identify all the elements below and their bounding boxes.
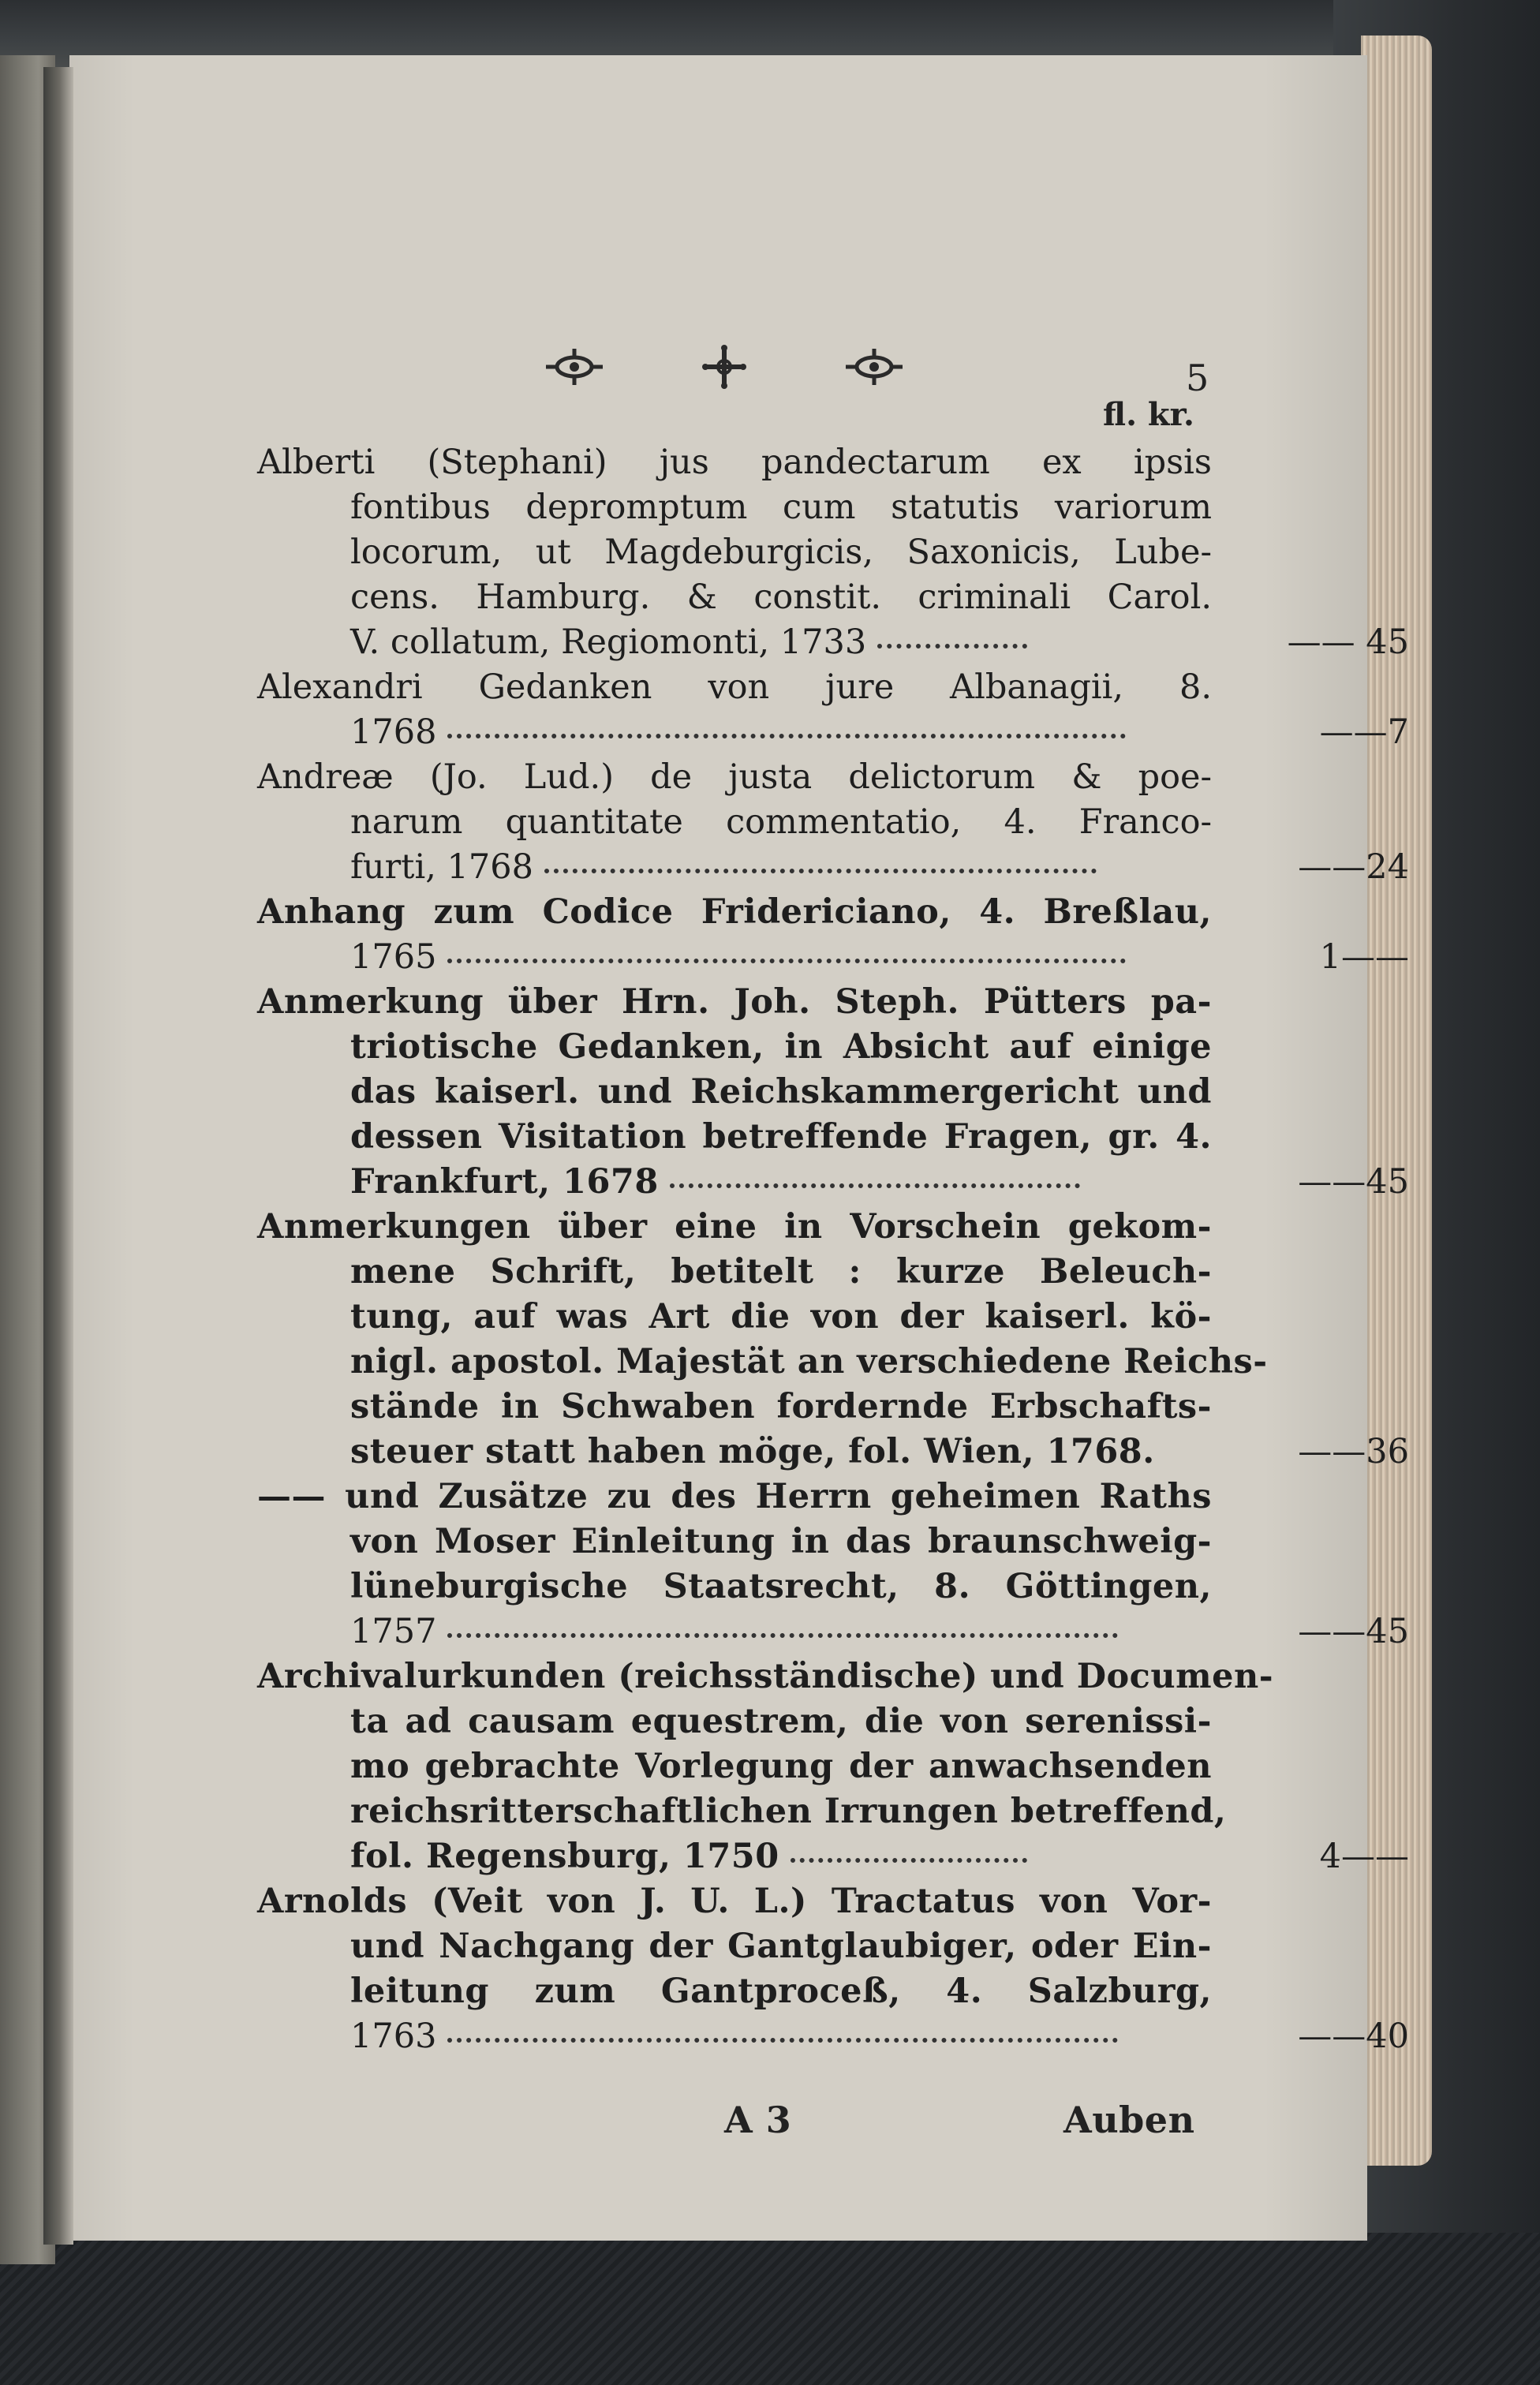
entry-price: ——45 (1298, 1162, 1409, 1202)
entry-price: ——7 (1319, 712, 1409, 752)
entry-line: dessen Visitation betreffende Fragen, gr. 4. (350, 1117, 1212, 1157)
catchword: Auben (1063, 2099, 1195, 2141)
entry-line: —— und Zusätze zu des Herrn geheimen Raths (257, 1477, 1212, 1516)
entry-last-text: 1757 (350, 1612, 437, 1651)
ornament-cross-icon (701, 343, 748, 391)
entry-last-text: fol. Regensburg, 1750 (350, 1837, 779, 1876)
entry-line: Archivalurkunden (reichsständische) und Documen- (257, 1657, 1274, 1696)
ornament-left-icon (543, 347, 606, 387)
catalog-entry (257, 755, 1409, 890)
book-page (69, 55, 1409, 2241)
entry-line: ta ad causam equestrem, die von serenissi- (350, 1702, 1212, 1741)
signature-mark: A 3 (724, 2099, 792, 2141)
book-gutter (43, 67, 73, 2245)
entry-price: —— 45 (1287, 622, 1409, 662)
entry-line: nigl. apostol. Majestät an verschiedene Reichs- (350, 1342, 1268, 1381)
catalog-entry (257, 890, 1409, 980)
entry-line: leitung zum Gantproceß, 4. Salzburg, (350, 1972, 1212, 2011)
entry-line: narum quantitate commentatio, 4. Franco- (350, 802, 1212, 842)
catalog-entry (257, 665, 1409, 755)
catalog-entry (257, 440, 1409, 665)
entry-price: 4—— (1319, 1837, 1409, 1876)
ornament-right-icon (843, 347, 906, 387)
entry-last-text: V. collatum, Regiomonti, 1733 (350, 622, 867, 662)
entry-price: 1—— (1319, 937, 1409, 977)
entry-line: tung, auf was Art die von der kaiserl. kö- (350, 1297, 1212, 1336)
entry-line: cens. Hamburg. & constit. criminali Carol. (350, 578, 1212, 617)
entry-last-text: 1768 (350, 712, 437, 752)
entry-price: ——24 (1298, 847, 1409, 887)
entry-last-text: furti, 1768 (350, 847, 533, 887)
currency-column-header: fl. kr. (1103, 396, 1194, 433)
entry-line: mo gebrachte Vorlegung der anwachsenden (350, 1747, 1212, 1786)
entry-line: Anmerkung über Hrn. Joh. Steph. Pütters pa- (257, 982, 1212, 1022)
entry-line: Alberti (Stephani) jus pandectarum ex ipsis (257, 443, 1212, 482)
entry-line-last (257, 1834, 1212, 1879)
entry-line: Arnolds (Veit von J. U. L.) Tractatus von Vor- (257, 1882, 1212, 1921)
entry-line: Andreæ (Jo. Lud.) de justa delictorum & poe- (257, 757, 1212, 797)
entry-price: ——36 (1298, 1432, 1409, 1471)
entry-last-text: 1765 (350, 937, 437, 977)
entry-line: Alexandri Gedanken von jure Albanagii, 8. (257, 667, 1212, 707)
catalog-entry (257, 1205, 1409, 1475)
entry-line: reichsritterschaftlichen Irrungen betreffend, (350, 1792, 1227, 1831)
catalog-entry (257, 1654, 1409, 1879)
entry-line: locorum, ut Magdeburgicis, Saxonicis, Lube- (350, 533, 1212, 572)
entry-line-last (257, 710, 1212, 755)
catalog-entry (257, 1475, 1409, 1654)
entry-line: von Moser Einleitung in das braunschweig- (350, 1522, 1212, 1561)
catalog-entries (257, 440, 1409, 2059)
entry-line-last (257, 2014, 1212, 2059)
entry-line: fontibus depromptum cum statutis variorum (350, 488, 1212, 527)
entry-line: das kaiserl. und Reichskammergericht und (350, 1072, 1212, 1112)
entry-line-last (257, 845, 1212, 890)
entry-line-last (257, 620, 1212, 665)
entry-line: und Nachgang der Gantglaubiger, oder Ein- (350, 1927, 1212, 1966)
entry-line-last (257, 1160, 1212, 1205)
catalog-entry (257, 1879, 1409, 2059)
entry-line: lüneburgische Staatsrecht, 8. Göttingen, (350, 1567, 1212, 1606)
headpiece-ornaments (543, 339, 906, 394)
page-number: 5 (1186, 357, 1209, 399)
entry-line: stände in Schwaben fordernde Erbschafts- (350, 1387, 1212, 1426)
entry-last-text: 1763 (350, 2017, 437, 2056)
entry-line-last (257, 1430, 1212, 1475)
entry-line-last (257, 935, 1212, 980)
entry-price: ——45 (1298, 1612, 1409, 1651)
catalog-entry (257, 980, 1409, 1205)
table-cloth (0, 2233, 1540, 2385)
entry-line-last (257, 1609, 1212, 1654)
entry-line: triotische Gedanken, in Absicht auf einige (350, 1027, 1212, 1067)
entry-line: Anhang zum Codice Fridericiano, 4. Breßlau, (257, 892, 1212, 932)
entry-line: mene Schrift, betitelt : kurze Beleuch- (350, 1252, 1212, 1292)
entry-last-text: steuer statt haben möge, fol. Wien, 1768. (350, 1432, 1155, 1471)
entry-line: Anmerkungen über eine in Vorschein gekom- (257, 1207, 1212, 1247)
entry-last-text: Frankfurt, 1678 (350, 1162, 659, 1202)
entry-price: ——40 (1298, 2017, 1409, 2056)
